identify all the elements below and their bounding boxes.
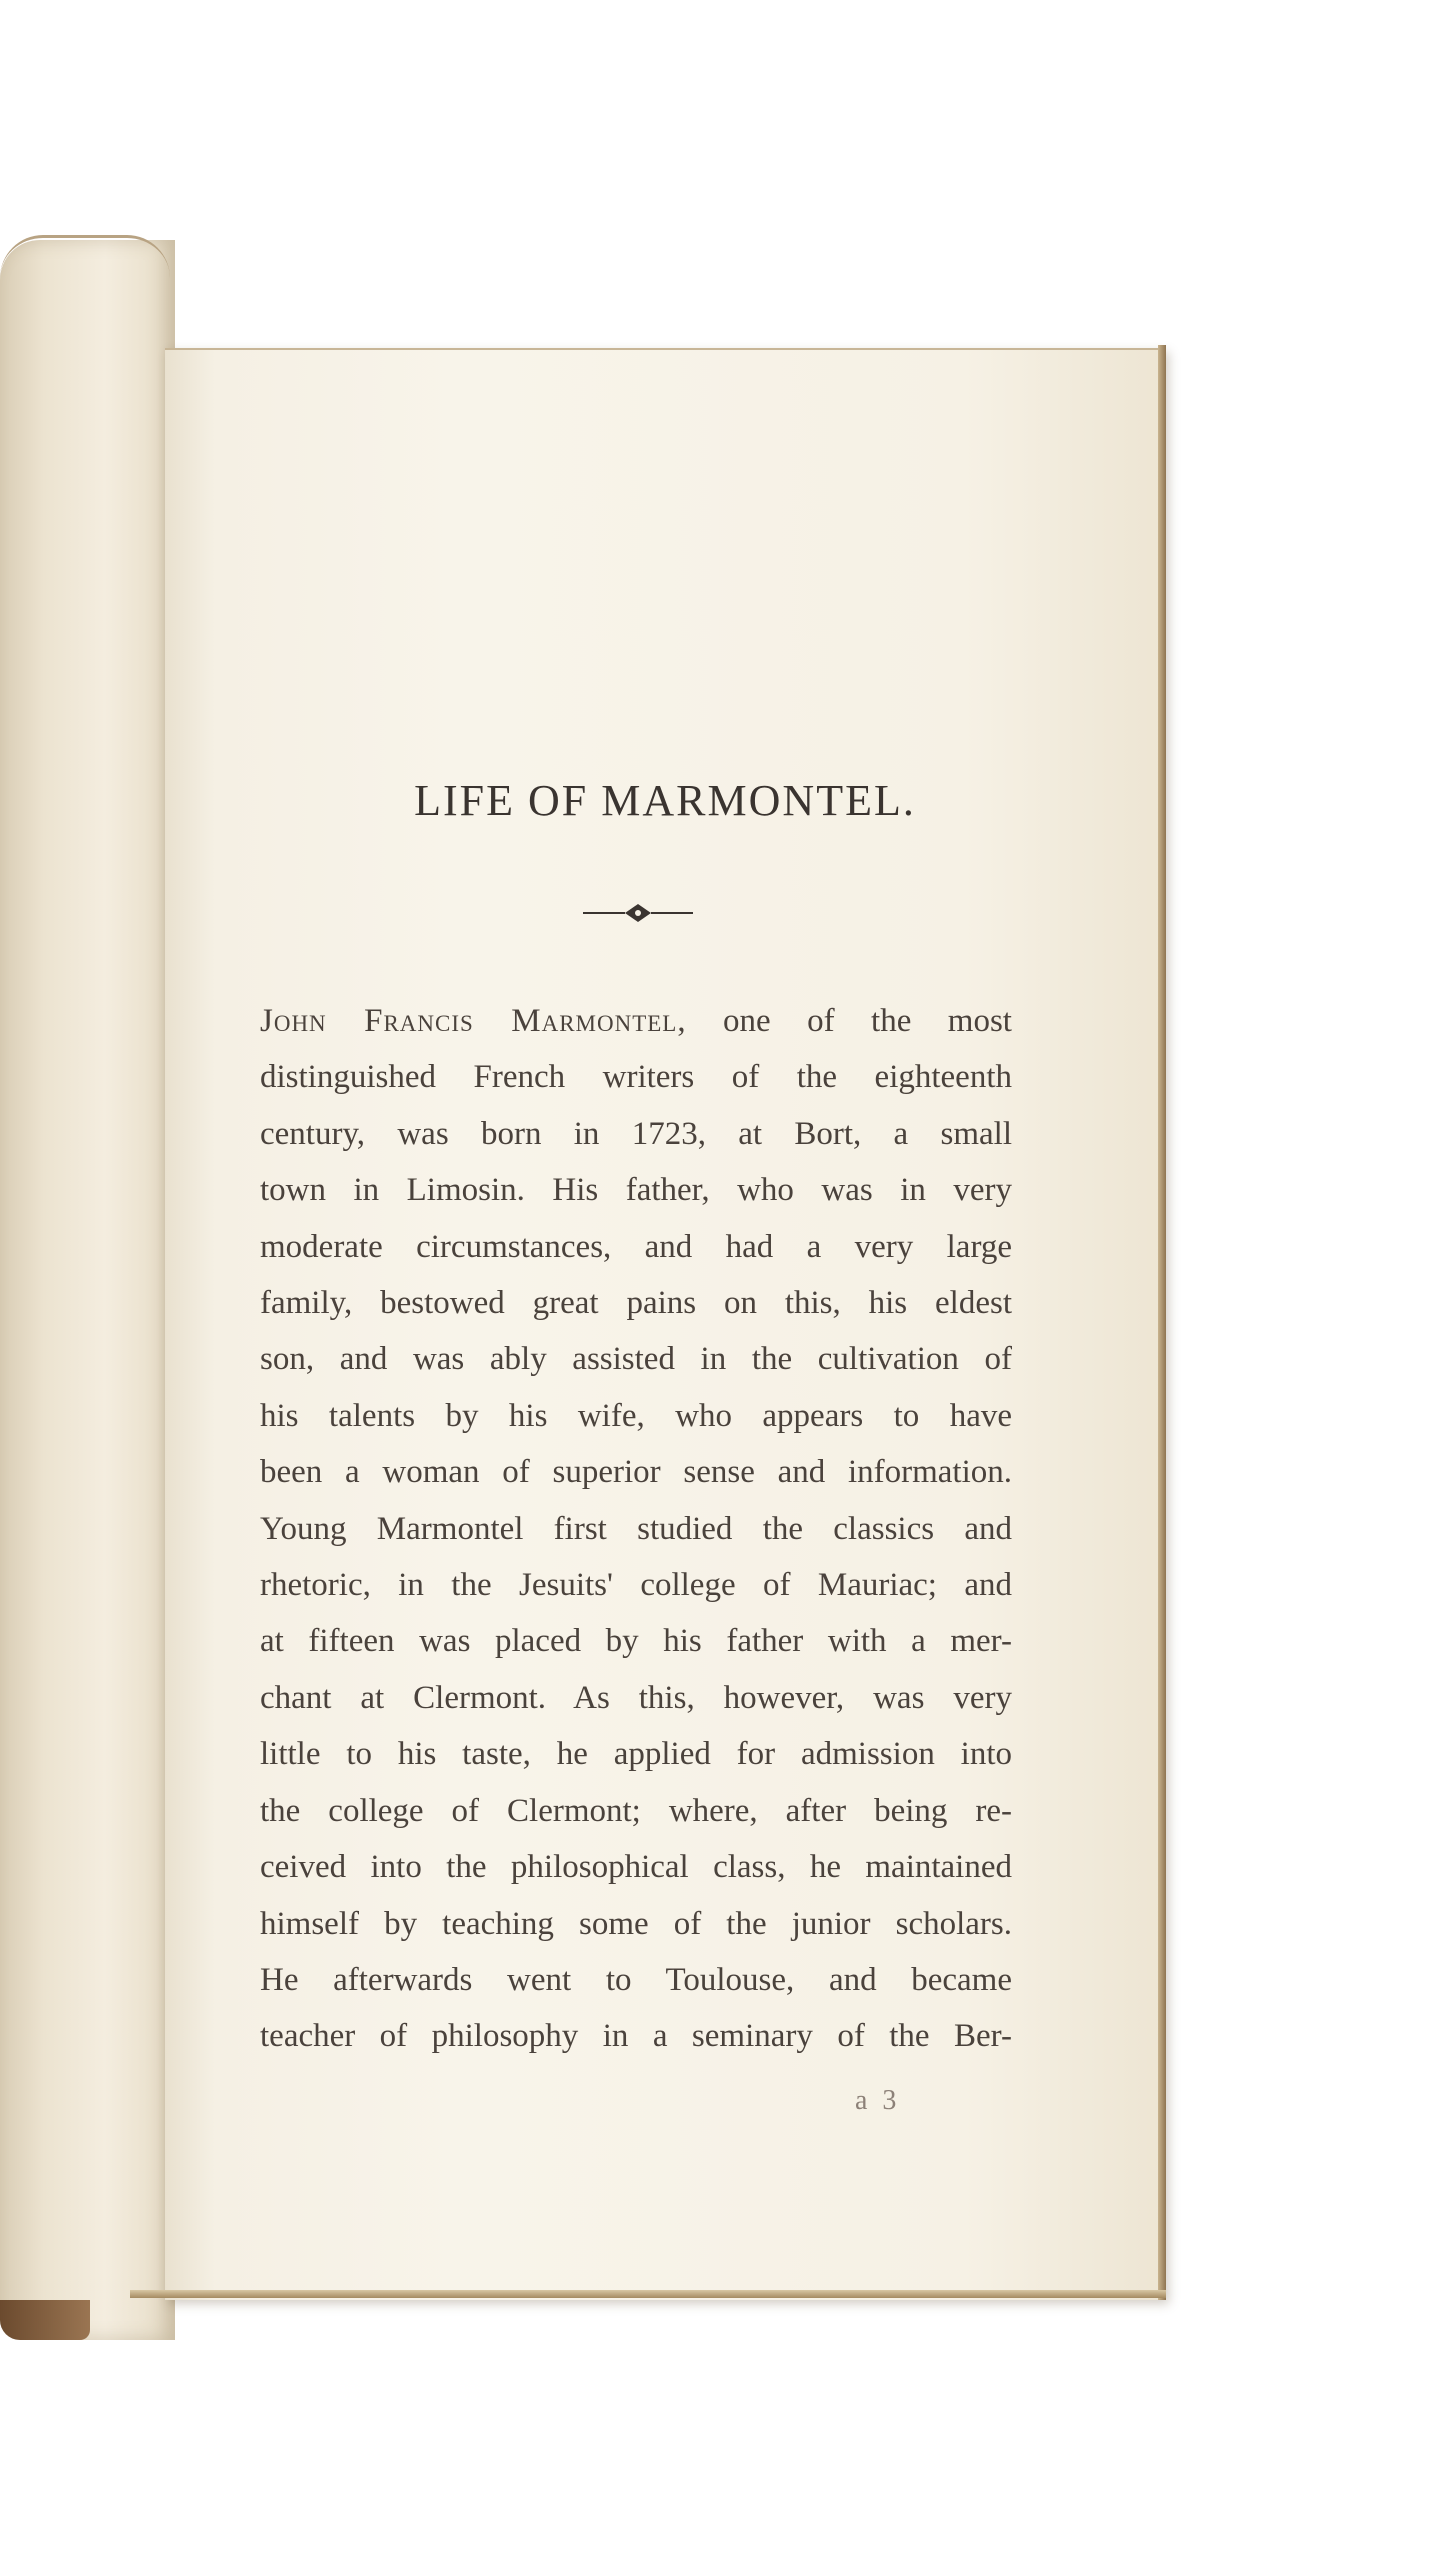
body-line-18: He afterwards went to Toulouse, and became	[260, 1961, 1012, 1998]
book-cover-edge	[0, 2300, 90, 2340]
body-line-7: son, and was ably assisted in the cultivation of	[260, 1341, 1012, 1378]
body-line-19: teacher of philosophy in a seminary of the Ber-	[260, 2018, 1012, 2055]
body-line-4: town in Limosin. His father, who was in very	[260, 1172, 1012, 1209]
body-line-15: the college of Clermont; where, after being re-	[260, 1792, 1012, 1829]
left-facing-page	[0, 240, 175, 2340]
left-page-curve	[0, 235, 170, 278]
body-line-10: Young Marmontel first studied the classics and	[260, 1510, 1012, 1547]
ornament-icon	[583, 898, 693, 928]
page-fore-edge	[1158, 345, 1166, 2300]
body-line-1	[260, 993, 1012, 1049]
signature-mark: a 3	[855, 2085, 901, 2116]
page-title: LIFE OF MARMONTEL.	[414, 776, 916, 825]
body-line-16: ceived into the philosophical class, he maintained	[260, 1849, 1012, 1886]
body-line-8: his talents by his wife, who appears to have	[260, 1397, 1012, 1434]
body-line-5: moderate circumstances, and had a very large	[260, 1228, 1012, 1265]
body-line-13: chant at Clermont. As this, however, was very	[260, 1679, 1012, 1716]
body-line-9: been a woman of superior sense and information.	[260, 1454, 1012, 1491]
body-line-11: rhetoric, in the Jesuits' college of Mauriac; and	[260, 1567, 1012, 1604]
body-line-3: century, was born in 1723, at Bort, a small	[260, 1115, 1012, 1152]
lead-name: John Francis Marmontel,	[260, 1003, 687, 1039]
body-line-6: family, bestowed great pains on this, his eldest	[260, 1285, 1012, 1322]
body-line-14: little to his taste, he applied for admission into	[260, 1736, 1012, 1773]
body-line-12: at fifteen was placed by his father with a mer-	[260, 1623, 1012, 1660]
page-bottom-edge	[130, 2290, 1166, 2298]
body-line-17: himself by teaching some of the junior scholars.	[260, 1905, 1012, 1942]
body-line-2: distinguished French writers of the eighteenth	[260, 1059, 1012, 1096]
body-paragraph	[260, 993, 1012, 2065]
body-line-text: one of the most	[686, 1003, 1012, 1039]
